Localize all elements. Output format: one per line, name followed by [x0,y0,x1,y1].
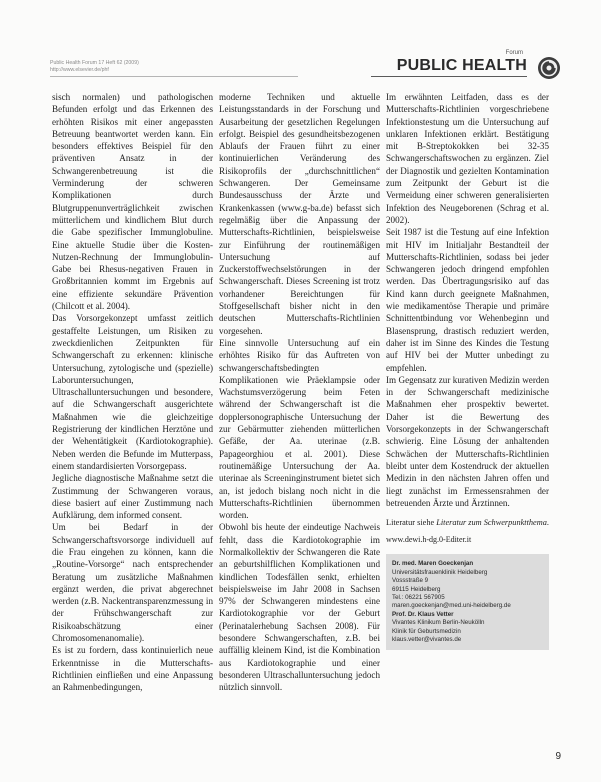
paragraph: Es ist zu fordern, dass kontinuierlich neue Erkenntnisse in die Mutterschafts-Richtlinien einfließen und eine Anpassung an Rahmenbedingungen, [52,645,213,693]
header-rule [50,76,298,77]
logo-rule [371,76,527,77]
author-address-box [386,554,549,650]
journal-logo [371,50,561,84]
journal-line: Public Health Forum 17 Heft 62 (2009) [50,60,139,66]
literature-link[interactable]: Literatur zum Schwerpunktthema [436,518,547,528]
paragraph: Seit 1987 ist die Testung auf eine Infektion mit HIV im Initialjahr Bestandteil der Mutterschafts-Richtlinien, sodass bei jeder Schwangeren jedoch dringend empfohlen werden. Das Übertragungsrisiko auf das Kind kann durch geeignete Maßnahmen, wie medikamentöse Therapie und primäre Schnittentbindung vor Wehenbeginn und Blasensprung, drastisch reduziert werden, daher ist im Sinne des Kindes die Testung auf HIV bei der Mutter unbedingt zu empfehlen. [386,227,549,373]
address-line: Vossstraße 9 [392,577,429,585]
paragraph: Obwohl bis heute der eindeutige Nachweis fehlt, dass die Kardiotokographie im Normalkollektiv der Schwangeren die Rate an geburtshilflichen Komplikationen und kindlichen Todesfällen senkt, erhielten beispielsweise im Jahr 2008 in Sachsen 97% der Schwangeren mindestens eine Kardiotokographie vor der Geburt (Perinatalerhebung Sachsen 2008). Für besondere Schwangerschaften, z.B. bei auffällig kleinem Kind, ist die Kombination aus Kardiotokographie und einer besonderen Ultraschalluntersuchung jedoch nützlich sinnvoll. [219,522,380,693]
logo-small-text: Forum [505,50,523,56]
address-line: Vivantes Klinikum Berlin-Neukölln [392,619,485,627]
literature-suffix: . [546,518,549,528]
address-line: Klinik für Geburtsmedizin [392,627,461,635]
paragraph: moderne Techniken und aktuelle Leistungsstandards in der Forschung und Ausarbeitung der gesetzlichen Regelungen erfolgt. Beispiel des gesundheitsbezogenen Ablaufs der Frauen führt zu einer kontinuierlichen Veränderung des Risikoprofils der „durchschnittlichen“ Schwangeren. Der Gemeinsame Bundesausschuss der Ärzte und Krankenkassen (www.g-ba.de) befasst sich regelmäßig über die Anpassung der Mutterschafts-Richtlinien, beispielsweise zur Einführung der routinemäßigen Untersuchung auf Zuckerstoffwechselstörungen in der Schwangerschaft. Dieses Screening ist trotz vorhandener Bereichtungen für Stoffgesellschaft bisher nicht in den deutschen Mutterschafts-Richtlinien vorgesehen. [219,92,380,336]
address-line: Universitätsfrauenklinik Heidelberg [392,568,488,576]
paragraph: Das Vorsorgekonzept umfasst zeitlich gestaffelte Leistungen, um Risiken zu zweckdienlichen Zeitpunkten für Schwangerschaft zu erkennen: klinische Untersuchung, zytologische und (spezielle) Laboruntersuchungen, Ultraschalluntersuchungen und besondere, auf die Schwangerschaft ausgerichtete Maßnahmen wie die gleichzeitige Registrierung der kindlichen Herztöne und der Wehentätigkeit (Kardiotokographie). Neben werden die Befunde im Mutterpass, einem standardisierten Vorsorgepass. [52,313,213,471]
web-link[interactable]: www.dewi.h-dg.0-Editer.it [386,535,472,545]
journal-url: http://www.elsevier.de/phf [50,67,109,73]
paragraph: Jegliche diagnostische Maßnahme setzt die Zustimmung der Schwangeren voraus, diese basiert auf einer Zustimmung nach Aufklärung, dem informed consent. [52,473,213,521]
logo-text: PUBLIC HEALTH [396,57,527,74]
paragraph: Um bei Bedarf in der Schwangerschaftsvorsorge individuell auf die Frau eingehen zu können, kann die „Routine-Vorsorge“ nach entsprechender Beratung um zusätzliche Maßnahmen ergänzt werden, die privat abgerechnet werden (z.B. Nackentransparenzmessung in der Frühschwangerschaft zur Risikoabschätzung einer Chromosomenanomalie). [52,522,213,644]
paragraph: Im Gegensatz zur kurativen Medizin werden in der Schwangerschaft medizinische Maßnahmen eher prospektiv bewertet. Daher ist die Bewertung des Vorsorgekonzepts in der Schwangerschaft schwierig. Eine Lösung der anhaltenden Schwächen der Mutterschafts-Richtlinien bleibt unter dem Kostendruck der aktuellen Medizin in den nächsten Jahren offen und liegt zunächst im Ermessensrahmen der betreuenden Ärzte und Ärztinnen. [386,374,549,508]
address-line: 69115 Heidelberg [392,585,441,593]
page-number: 9 [555,751,561,762]
journal-header [50,60,139,74]
author-email[interactable]: klaus.vetter@vivantes.de [392,636,462,644]
literature-note [386,517,549,528]
literature-prefix: Literatur siehe [386,518,437,528]
paragraph: Eine sinnvolle Untersuchung auf ein erhöhtes Risiko für das Auftreten von schwangerschaftsbedingten Komplikationen wie Präeklampsie oder Wachstumsverzögerung beim Feten während der Schwangerschaft ist die dopplersonographische Untersuchung der zur Gebärmutter ziehenden mütterlichen Gefäße, der Aa. uterinae (z.B. Papageorghiou et al. 2001). Diese routinemäßige Untersuchung der Aa. uterinae als Screeninginstrument bietet sich an, ist jedoch bislang noch nicht in die Mutterschafts-Richtlinien übernommen worden. [219,337,380,521]
text-column-1 [52,91,213,694]
author-name: Dr. med. Maren Goeckenjan [392,560,474,568]
text-column-2 [219,91,380,694]
paragraph: sisch normalen) und pathologischen Befunden erfolgt und das Erkennen des erhöhten Risikos mit einer angepassten Betreuung beantwortet werden kann. Ein besonders effektives Beispiel für den präventiven Ansatz in der Schwangerenbetreuung ist die Verminderung der schweren Komplikationen durch Blutgruppenunverträglichkeit zwischen mütterlichem und kindlichem Blut durch die Gabe spezifischer Immunglobuline. Eine aktuelle Studie über die Kosten-Nutzen-Rechnung der Immunglobulin-Gabe bei Rhesus-negativen Frauen in Großbritannien kommt im Ergebnis auf eine effiziente sekundäre Prävention (Chilcott et al. 2004). [52,92,213,312]
author-name: Prof. Dr. Klaus Vetter [392,610,454,618]
address-line: Tel.: 06221 567905 [392,594,445,602]
text-column-3 [386,91,549,650]
author-email[interactable]: maren.goeckenjan@med.uni-heidelberg.de [392,602,511,610]
logo-mark-icon [537,56,561,80]
paragraph: Im erwähnten Leitfaden, dass es der Mutterschafts-Richtlinien vorgeschriebene Infektionstestung um die Untersuchung auf unklaren Infektionen erklärt. Bestätigung mit B-Streptokokken bei 32-35 Schwangerschaftswochen zu ergänzen. Ziel der Diagnostik und gezielten Kontamination zum Zeitpunkt der Geburt ist die Vermeidung einer schweren generalisierten Infektion des Neugeborenen (Schrag et al. 2002). [386,92,549,225]
